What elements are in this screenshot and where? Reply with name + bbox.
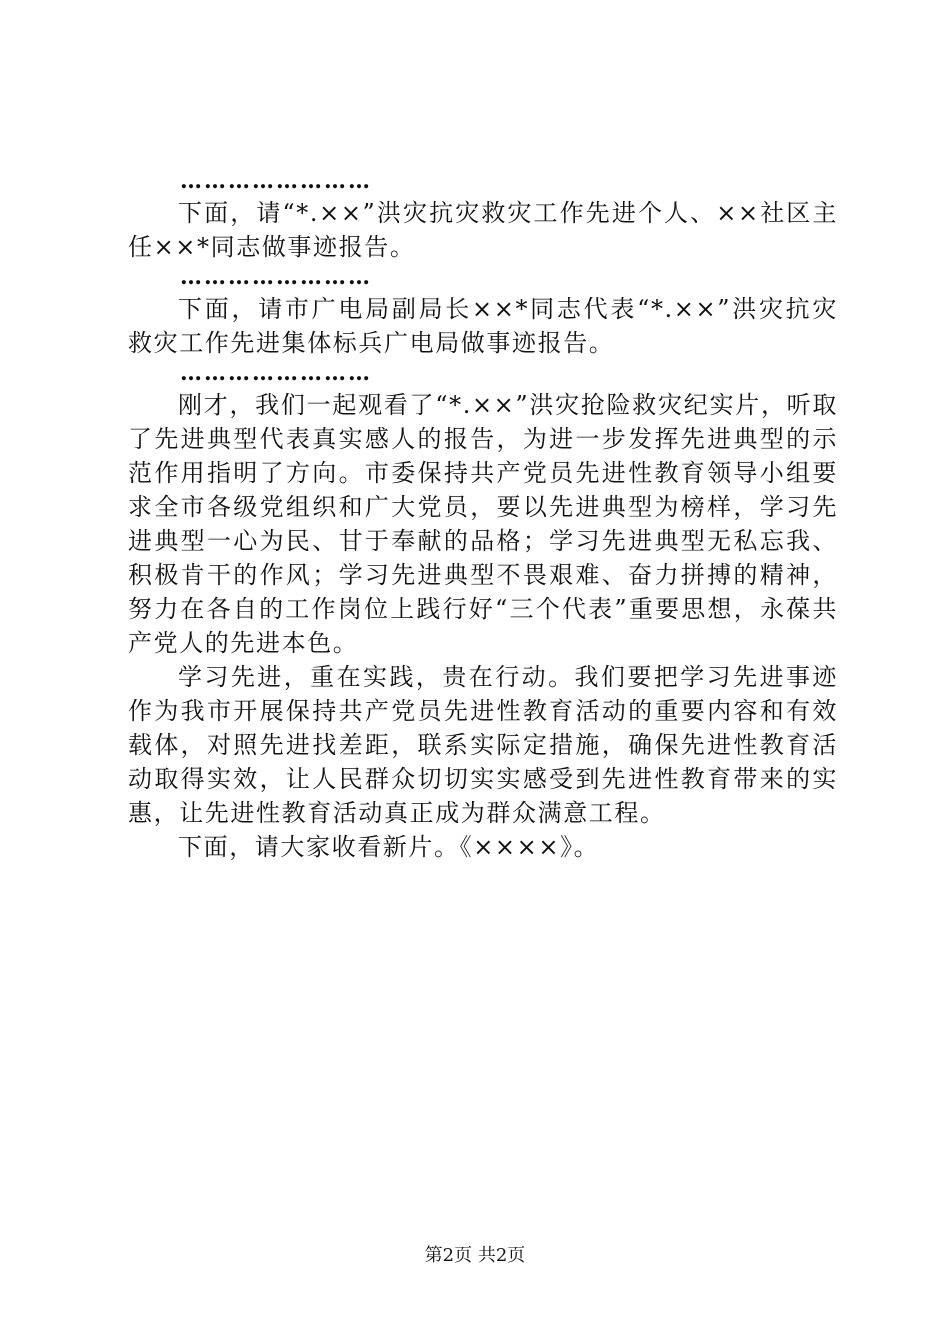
- paragraph-summary: 刚才，我们一起观看了“*.××”洪灾抢险救灾纪实片，听取了先进典型代表真实感人的报告，为进一步发挥先进典型的示范作用指明了方向。市委保持共产党员先进性教育领导小组要求全市各级党组织和广大党员，要以先进典型为榜样，学习先进典型一心为民、甘于奉献的品格；学习先进典型无私忘我、积极肯干的作风；学习先进典型不畏艰难、奋力拼搏的精神，努力在各自的工作岗位上践行好“三个代表”重要思想，永葆共产党人的先进本色。: [128, 391, 838, 657]
- paragraph-learning: 学习先进，重在实践，贵在行动。我们要把学习先进事迹作为我市开展保持共产党员先进性教育活动的重要内容和有效载体，对照先进找差距，联系实际定措施，确保先进性教育活动取得实效，让人民群众切切实实感受到先进性教育带来的实惠，让先进性教育活动真正成为群众满意工程。: [128, 663, 838, 827]
- page-number-footer: 第2页 共2页: [424, 1245, 526, 1266]
- paragraph-collective-report: 下面，请市广电局副局长××*同志代表“*.××”洪灾抗灾救灾工作先进集体标兵广电局做事迹报告。: [128, 295, 838, 357]
- ellipsis-separator: ……………………: [180, 168, 372, 194]
- ellipsis-separator: ……………………: [180, 264, 372, 290]
- paragraph-closing: 下面，请大家收看新片。《××××》。: [178, 833, 600, 861]
- ellipsis-separator: ……………………: [180, 360, 372, 386]
- paragraph-individual-report: 下面，请“*.××”洪灾抗灾救灾工作先进个人、××社区主任××*同志做事迹报告。: [128, 199, 838, 261]
- document-body: [128, 168, 838, 864]
